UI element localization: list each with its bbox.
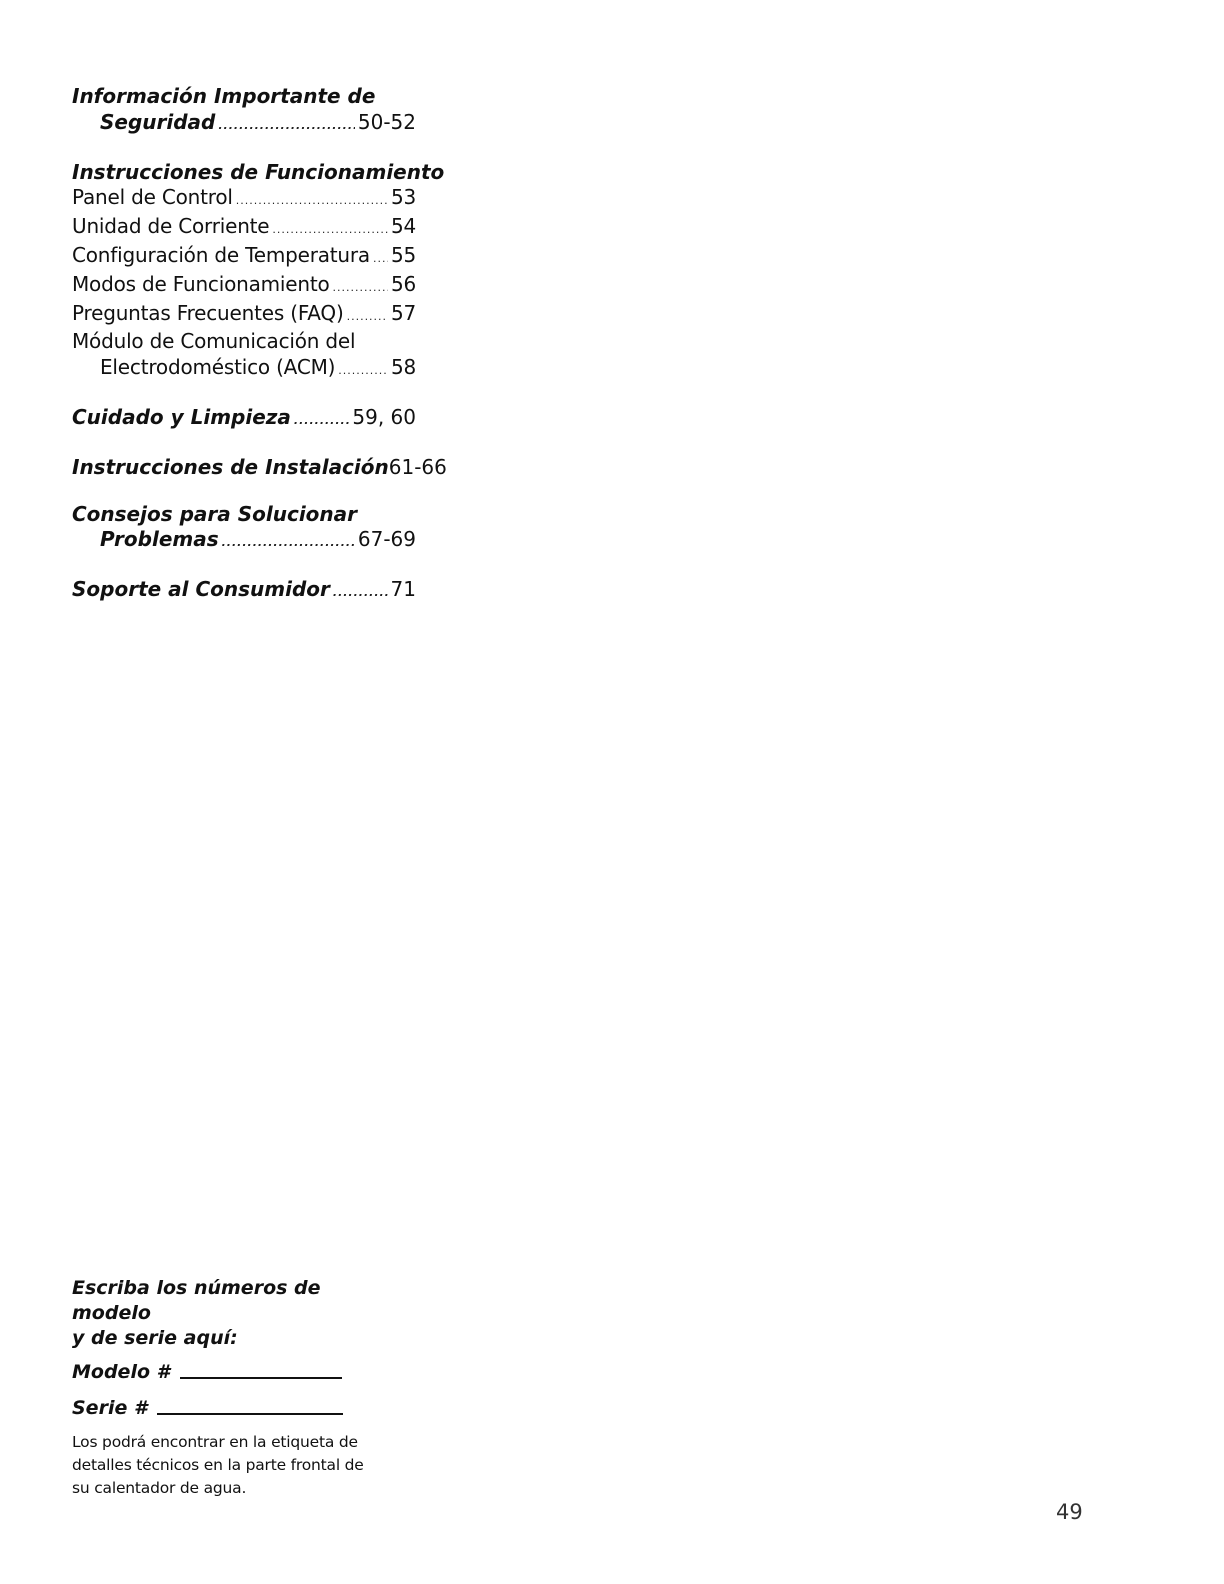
toc-entry-temperature-setting[interactable] [72, 243, 416, 272]
toc-entry-troubleshooting[interactable] [72, 527, 416, 556]
toc-entry-label: Configuración de Temperatura [72, 242, 370, 267]
dot-leader [333, 275, 388, 301]
toc-entry-installation[interactable] [72, 454, 447, 481]
toc-care-label: Cuidado y Limpieza [72, 404, 291, 429]
toc-acm-page: 58 [390, 355, 416, 380]
toc-acm-line2: Electrodoméstico (ACM) [100, 355, 336, 380]
toc-entry-acm[interactable] [72, 355, 416, 384]
toc-entry-control-panel[interactable] [72, 185, 416, 214]
toc-entry-page: 53 [390, 185, 416, 210]
serial-number-field [72, 1395, 392, 1419]
serial-number-label: Serie # [72, 1397, 148, 1419]
dot-leader [338, 358, 388, 384]
toc-section-safety [72, 84, 416, 139]
toc-entry-power-unit[interactable] [72, 214, 416, 243]
dot-leader [294, 408, 349, 434]
toc-entry-label: Unidad de Corriente [72, 214, 270, 239]
toc-acm-line1: Módulo de Comunicación del [72, 329, 356, 354]
toc-troubleshooting-line2: Problemas [100, 527, 219, 552]
record-title [72, 1276, 392, 1351]
toc-troubleshooting-pages: 67-69 [357, 527, 416, 552]
toc-support-page: 71 [390, 577, 416, 602]
toc-safety-pages: 50-52 [357, 109, 416, 134]
model-number-label: Modelo # [72, 1361, 170, 1383]
record-note: Los podrá encontrar en la etiqueta de detalles técnicos en la parte frontal de su calentador de agua. [72, 1433, 364, 1497]
toc-operating-heading: Instrucciones de Funcionamiento [72, 159, 445, 184]
model-number-blank-line[interactable] [180, 1359, 342, 1379]
model-number-field [72, 1359, 392, 1383]
table-of-contents [72, 84, 447, 627]
toc-care-pages: 59, 60 [352, 404, 416, 429]
toc-entry-label: Panel de Control [72, 185, 233, 210]
toc-entry-page: 54 [390, 214, 416, 239]
toc-installation-label: Instrucciones de Instalación [72, 454, 389, 479]
toc-entry-label: Modos de Funcionamiento [72, 271, 330, 296]
serial-number-blank-line[interactable] [157, 1395, 343, 1415]
dot-leader [236, 188, 388, 214]
toc-section-troubleshooting [72, 502, 416, 557]
toc-entry-care[interactable] [72, 405, 416, 434]
toc-section-operating [72, 159, 445, 384]
toc-troubleshooting-line1: Consejos para Solucionar [72, 501, 358, 526]
toc-section-installation [72, 454, 447, 481]
toc-installation-pages: 61-66 [388, 454, 447, 479]
toc-entry-operating-modes[interactable] [72, 272, 416, 301]
record-title-line2: y de serie aquí: [72, 1327, 238, 1349]
toc-entry-page: 55 [390, 242, 416, 267]
dot-leader [373, 246, 388, 272]
dot-leader [222, 530, 355, 556]
dot-leader [347, 304, 388, 330]
model-serial-record [72, 1276, 392, 1500]
toc-support-label: Soporte al Consumidor [72, 577, 330, 602]
toc-entry-support[interactable] [72, 577, 416, 606]
toc-safety-title-line1: Información Importante de [72, 84, 376, 108]
toc-section-care [72, 405, 416, 434]
toc-entry-page: 56 [390, 271, 416, 296]
dot-leader [333, 580, 388, 606]
toc-entry-faq[interactable] [72, 301, 416, 330]
dot-leader [218, 113, 355, 139]
toc-safety-title-line2: Seguridad [100, 109, 216, 134]
toc-entry-label: Preguntas Frecuentes (FAQ) [72, 300, 344, 325]
toc-entry-safety[interactable] [72, 110, 416, 139]
page-number: 49 [1056, 1500, 1083, 1524]
toc-section-support [72, 577, 416, 606]
toc-entry-page: 57 [390, 300, 416, 325]
dot-leader [272, 217, 388, 243]
record-title-line1: Escriba los números de modelo [72, 1277, 321, 1324]
